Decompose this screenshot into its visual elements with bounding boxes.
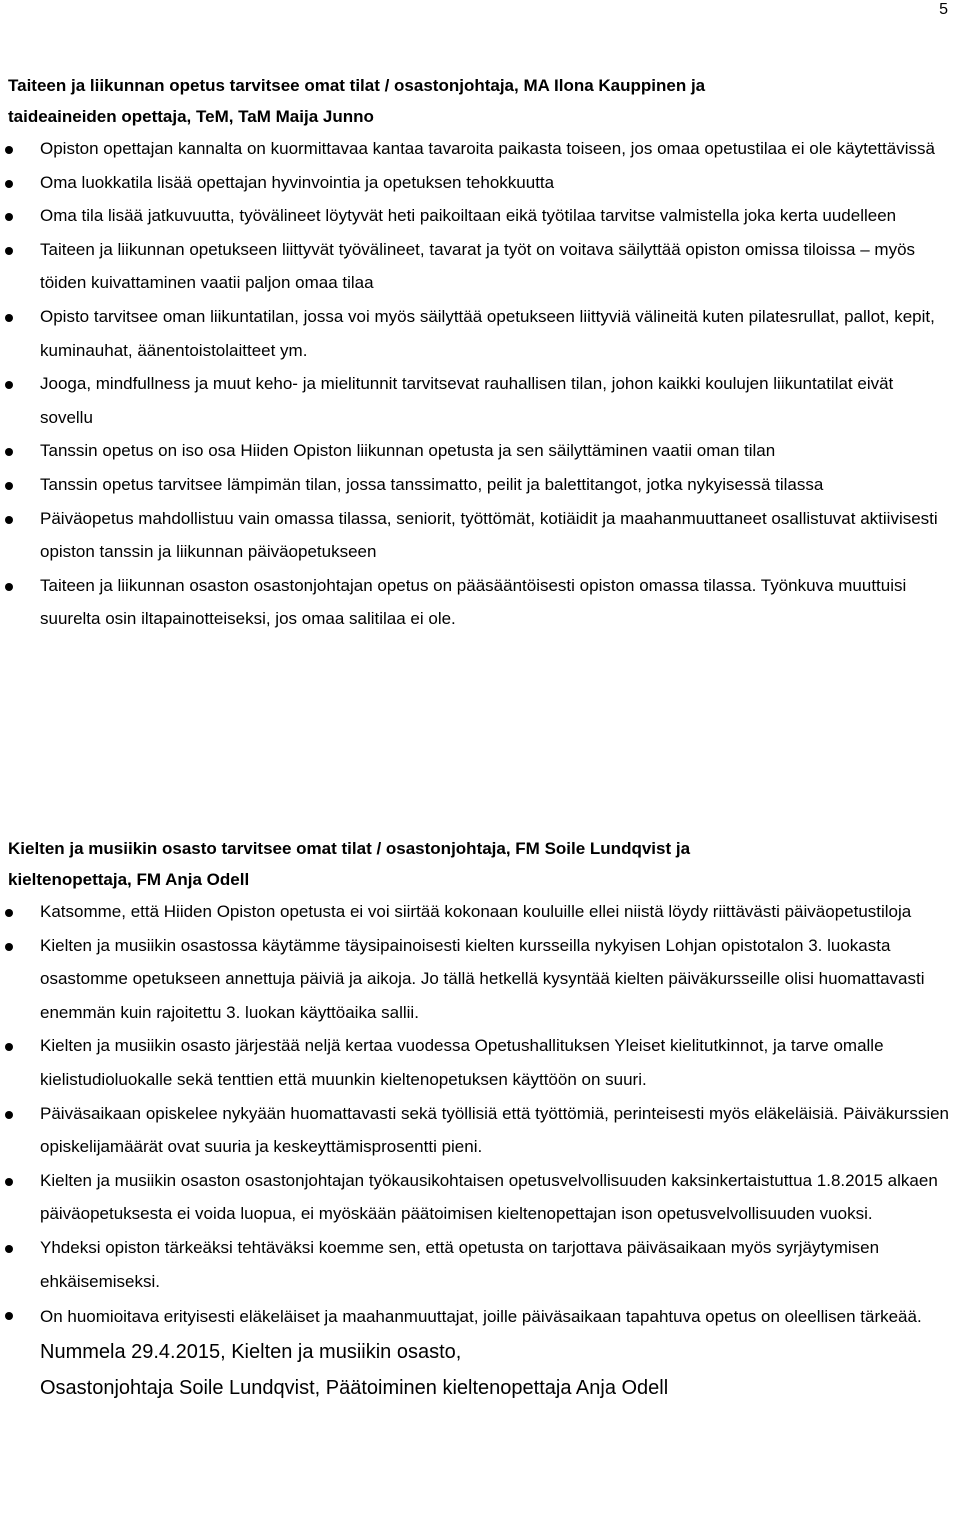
heading-line-2: taideaineiden opettaja, TeM, TaM Maija Junno — [8, 107, 374, 126]
list-item — [0, 132, 958, 166]
section-languages-music — [0, 833, 960, 1406]
list-item-text: Jooga, mindfullness ja muut keho- ja mielitunnit tarvitsevat rauhallisen tilan, johon kaikki koulujen liikuntatilat eivät sovellu — [40, 374, 894, 427]
list-item-text: Päiväopetus mahdollistuu vain omassa tilassa, seniorit, työttömät, kotiäidit ja maahanmuuttaneet osallistuvat aktiivisesti opiston tanssin ja liikunnan päiväopetukseen — [40, 508, 938, 562]
heading-line-2: kieltenopettaja, FM Anja Odell — [8, 870, 250, 889]
list-item-text: Kielten ja musiikin osasto järjestää neljä kertaa vuodessa Opetushallituksen Yleiset kielitutkinnot, ja tarve omalle kielistudioluokalle sekä tenttien että muunkin kieltenopetuksen käyttöön on suuri. — [40, 1036, 884, 1089]
list-item — [0, 199, 958, 233]
list-item-text: On huomioitava erityisesti eläkeläiset ja maahanmuuttajat, joille päiväsaikaan tapahtuva opetus on oleellisen tärkeää. — [40, 1307, 922, 1327]
list-item-text: Oma luokkatila lisää opettajan hyvinvointia ja opetuksen tehokkuutta — [40, 172, 555, 192]
list-item — [0, 895, 958, 929]
list-item — [0, 929, 958, 1030]
list-item-text: Päiväsaikaan opiskelee nykyään huomattavasti sekä työllisiä että työttömiä, perinteisesti myös eläkeläisiä. Päiväkurssien opiskelijamäärät ovat suuria ja keskeyttämisprosentti pieni. — [40, 1103, 950, 1157]
bullet-icon — [5, 448, 13, 456]
list-item — [0, 468, 958, 502]
section-heading — [0, 70, 948, 132]
bullet-icon — [5, 516, 13, 524]
list-item — [0, 1097, 958, 1164]
bullet-list — [0, 895, 960, 1406]
bullet-icon — [5, 909, 13, 917]
list-item-text: Taiteen ja liikunnan opetukseen liittyvät työvälineet, tavarat ja työt on voitava säilyttää opiston omissa tiloissa – myös töiden kuivattaminen vaatii paljon omaa tilaa — [40, 239, 916, 293]
list-item — [0, 166, 958, 200]
bullet-icon — [5, 314, 13, 322]
list-item-text: Opisto tarvitsee oman liikuntatilan, jossa voi myös säilyttää opetukseen liittyviä välineitä kuten pilatesrullat, pallot, kepit, kuminauhat, äänentoistolaitteet ym. — [40, 306, 935, 360]
list-item-text: Katsomme, että Hiiden Opiston opetusta ei voi siirtää kokonaan kouluille ellei niistä löydy riittävästi päiväopetustiloja — [40, 902, 912, 921]
bullet-icon — [5, 146, 13, 154]
bullet-icon — [5, 180, 13, 188]
bullet-icon — [5, 1111, 13, 1119]
signature-names: Osastonjohtaja Soile Lundqvist, Päätoiminen kieltenopettaja Anja Odell — [40, 1377, 669, 1400]
bullet-list — [0, 132, 960, 636]
list-item — [0, 1029, 958, 1096]
signature-text: Nummela 29.4.2015, Kielten ja musiikin osasto, — [40, 1341, 462, 1364]
list-item — [0, 569, 958, 636]
bullet-icon — [5, 213, 13, 221]
heading-line-1: Kielten ja musiikin osasto tarvitsee omat tilat / osastonjohtaja, FM Soile Lundqvist ja — [8, 839, 691, 858]
list-item-text: Kielten ja musiikin osaston osastonjohtajan työkausikohtaisen opetusvelvollisuuden kaksinkertaistuttua 1.8.2015 alkaen päiväopetuksesta ei voida luopua, ei myöskään päätoimisen kieltenopettajan ison opetusvelvollisuuden vuoksi. — [40, 1170, 938, 1224]
list-item-text: Tanssin opetus tarvitsee lämpimän tilan, jossa tanssimatto, peilit ja balettitangot, jotka nykyisessä tilassa — [40, 474, 824, 494]
list-item — [0, 367, 958, 434]
list-item-text: Kielten ja musiikin osastossa käytämme täysipainoisesti kielten kursseilla nykyisen Lohjan opistotalon 3. luokasta osastomme opetukseen annettuja päiviä ja aikoja. Jo tällä hetkellä kysyntää kielten päiväkursseille olisi huomattavasti enemmän kuin rajoitettu 3. luokan käyttöaika sallii. — [40, 935, 925, 1022]
list-item — [0, 1298, 958, 1406]
list-item — [0, 1164, 958, 1231]
list-item-text: Oma tila lisää jatkuvuutta, työvälineet löytyvät heti paikoiltaan eikä työtilaa tarvitse valmistella joka kerta uudelleen — [40, 206, 897, 226]
bullet-icon — [5, 1245, 13, 1253]
list-item-text: Opiston opettajan kannalta on kuormittavaa kantaa tavaroita paikasta toiseen, jos omaa opetustilaa ei ole käytettävissä — [40, 139, 935, 158]
bullet-icon — [5, 247, 13, 255]
bullet-icon — [5, 1178, 13, 1186]
bullet-icon — [5, 583, 13, 591]
list-item — [0, 300, 958, 367]
list-item — [0, 502, 958, 569]
bullet-icon — [5, 1312, 13, 1320]
list-item-text: Taiteen ja liikunnan osaston osastonjohtajan opetus on pääsääntöisesti opiston omassa tilassa. Työnkuva muuttuisi suurelta osin iltapainotteiseksi, jos omaa salitilaa ei ole. — [40, 575, 907, 629]
list-item-text: Tanssin opetus on iso osa Hiiden Opiston liikunnan opetusta ja sen säilyttäminen vaatii oman tilan — [40, 441, 776, 461]
list-item-text: Yhdeksi opiston tärkeäksi tehtäväksi koemme sen, että opetusta on tarjottava päiväsaikaan myös syrjäytymisen ehkäisemiseksi. — [40, 1237, 880, 1291]
section-heading — [0, 833, 948, 895]
list-item — [0, 434, 958, 468]
bullet-icon — [5, 482, 13, 490]
list-item — [0, 233, 958, 300]
section-arts-sports — [0, 70, 960, 636]
page-number: 5 — [939, 1, 948, 18]
bullet-icon — [5, 943, 13, 951]
bullet-icon — [5, 1043, 13, 1051]
list-item — [0, 1231, 958, 1298]
bullet-icon — [5, 381, 13, 389]
heading-line-1: Taiteen ja liikunnan opetus tarvitsee omat tilat / osastonjohtaja, MA Ilona Kauppinen ja — [8, 76, 706, 95]
